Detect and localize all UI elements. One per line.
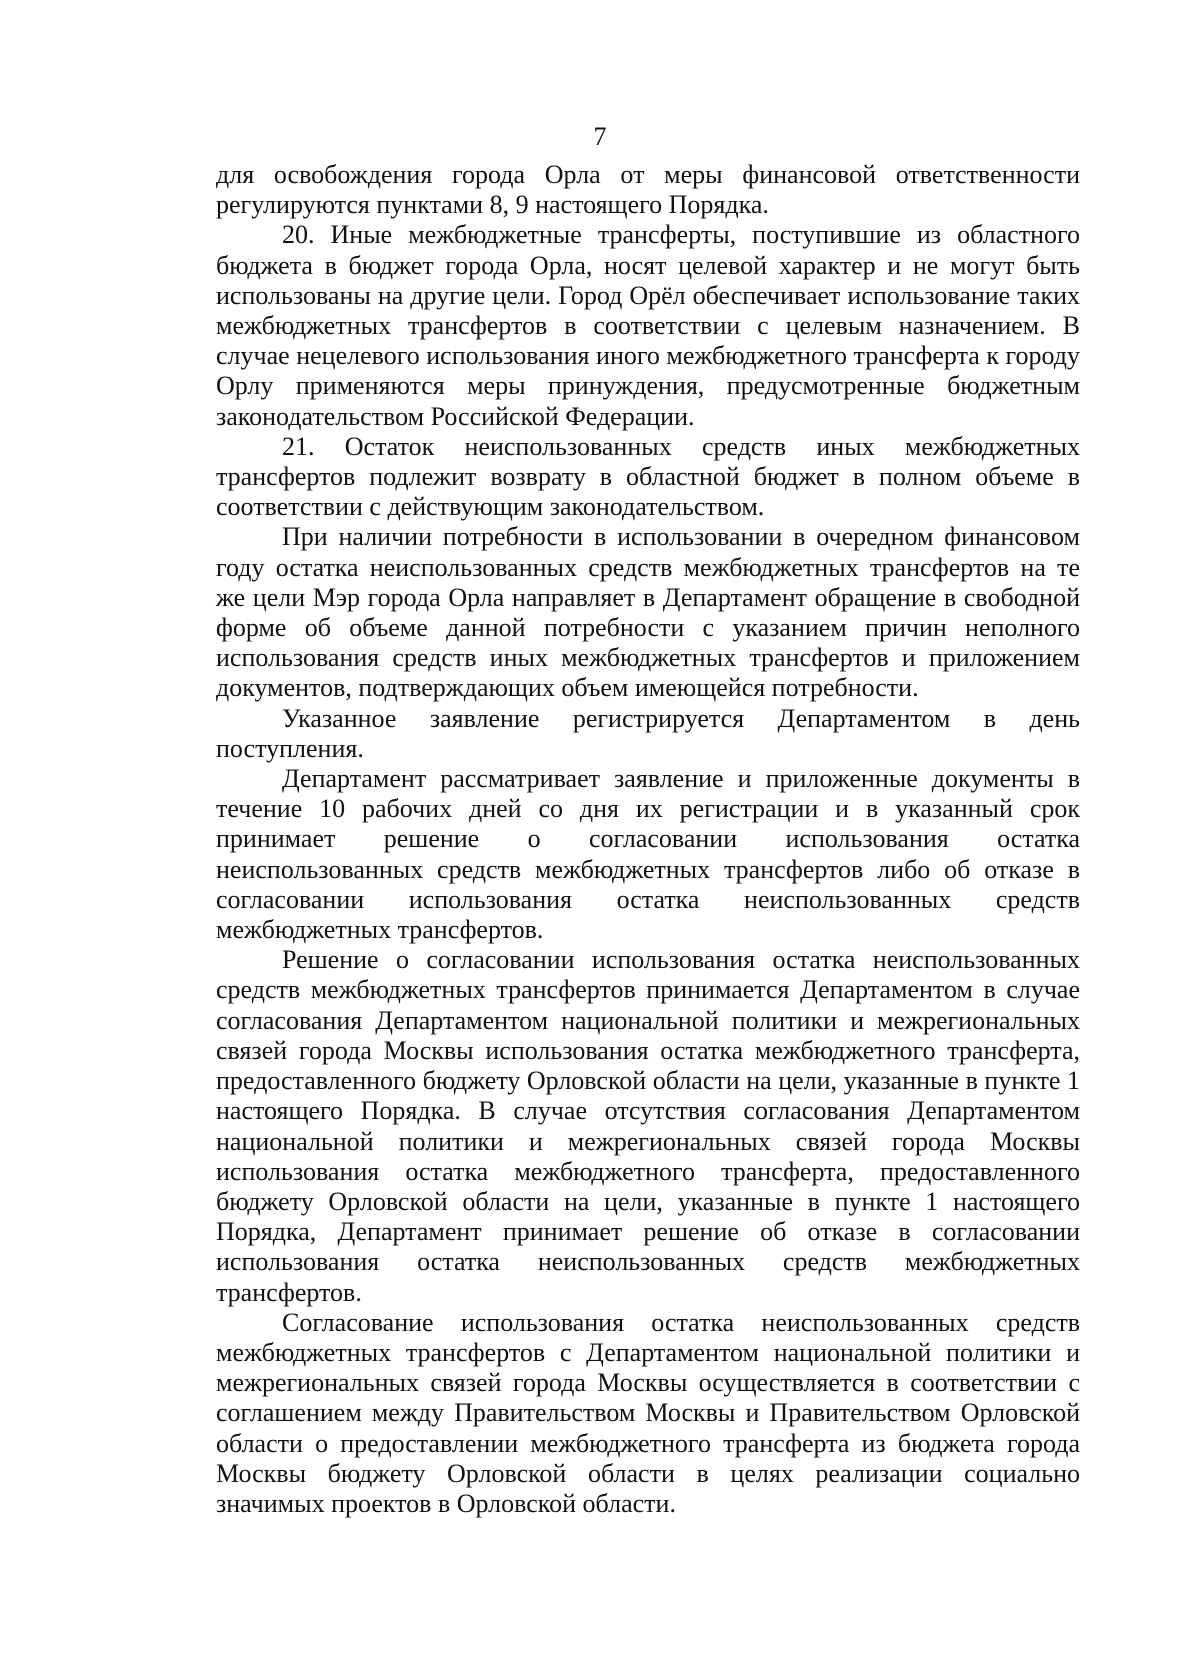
paragraph-decision: Решение о согласовании использования остатка неиспользованных средств межбюджетных трансфертов принимается Департаментом в случае согласования Департаментом национальной политики и межрегиональных связей города Москвы использования остатка межбюджетного трансферта, предоставленного бюджету Орловской области на цели, указанные в пункте 1 настоящего Порядка. В случае отсутствия согласования Департаментом национальной политики и межрегиональных связей города Москвы использования остатка межбюджетного трансферта, предоставленного бюджету Орловской области на цели, указанные в пункте 1 настоящего Порядка, Департамент принимает решение об отказе в согласовании использования остатка неиспользованных средств межбюджетных трансфертов.	[216, 945, 1080, 1307]
paragraph-registration: Указанное заявление регистрируется Департаментом в день поступления.	[216, 703, 1080, 763]
paragraph-item-21: 21. Остаток неиспользованных средств иных межбюджетных трансфертов подлежит возврату в областной бюджет в полном объеме в соответствии с действующим законодательством.	[216, 431, 1080, 522]
paragraph-need-request: При наличии потребности в использовании в очередном финансовом году остатка неиспользованных средств межбюджетных трансфертов на те же цели Мэр города Орла направляет в Департамент обращение в свободной форме об объеме данной потребности с указанием причин неполного использования средств иных межбюджетных трансфертов и приложением документов, подтверждающих объем имеющейся потребности.	[216, 522, 1080, 703]
document-body	[216, 160, 1080, 1519]
paragraph-review: Департамент рассматривает заявление и приложенные документы в течение 10 рабочих дней со дня их регистрации и в указанный срок принимает решение о согласовании использования остатка неиспользованных средств межбюджетных трансфертов либо об отказе в согласовании использования остатка неиспользованных средств межбюджетных трансфертов.	[216, 764, 1080, 945]
page-number: 7	[593, 122, 607, 151]
paragraph-item-20: 20. Иные межбюджетные трансферты, поступившие из областного бюджета в бюджет города Орла, носят целевой характер и не могут быть использованы на другие цели. Город Орёл обеспечивает использование таких межбюджетных трансфертов в соответствии с целевым назначением. В случае нецелевого использования иного межбюджетного трансферта к городу Орлу применяются меры принуждения, предусмотренные бюджетным законодательством Российской Федерации.	[216, 220, 1080, 431]
paragraph-continuation: для освобождения города Орла от меры финансовой ответственности регулируются пунктами 8, 9 настоящего Порядка.	[216, 160, 1080, 220]
paragraph-agreement: Согласование использования остатка неиспользованных средств межбюджетных трансфертов с Департаментом национальной политики и межрегиональных связей города Москвы осуществляется в соответствии с соглашением между Правительством Москвы и Правительством Орловской области о предоставлении межбюджетного трансферта из бюджета города Москвы бюджету Орловской области в целях реализации социально значимых проектов в Орловской области.	[216, 1307, 1080, 1518]
